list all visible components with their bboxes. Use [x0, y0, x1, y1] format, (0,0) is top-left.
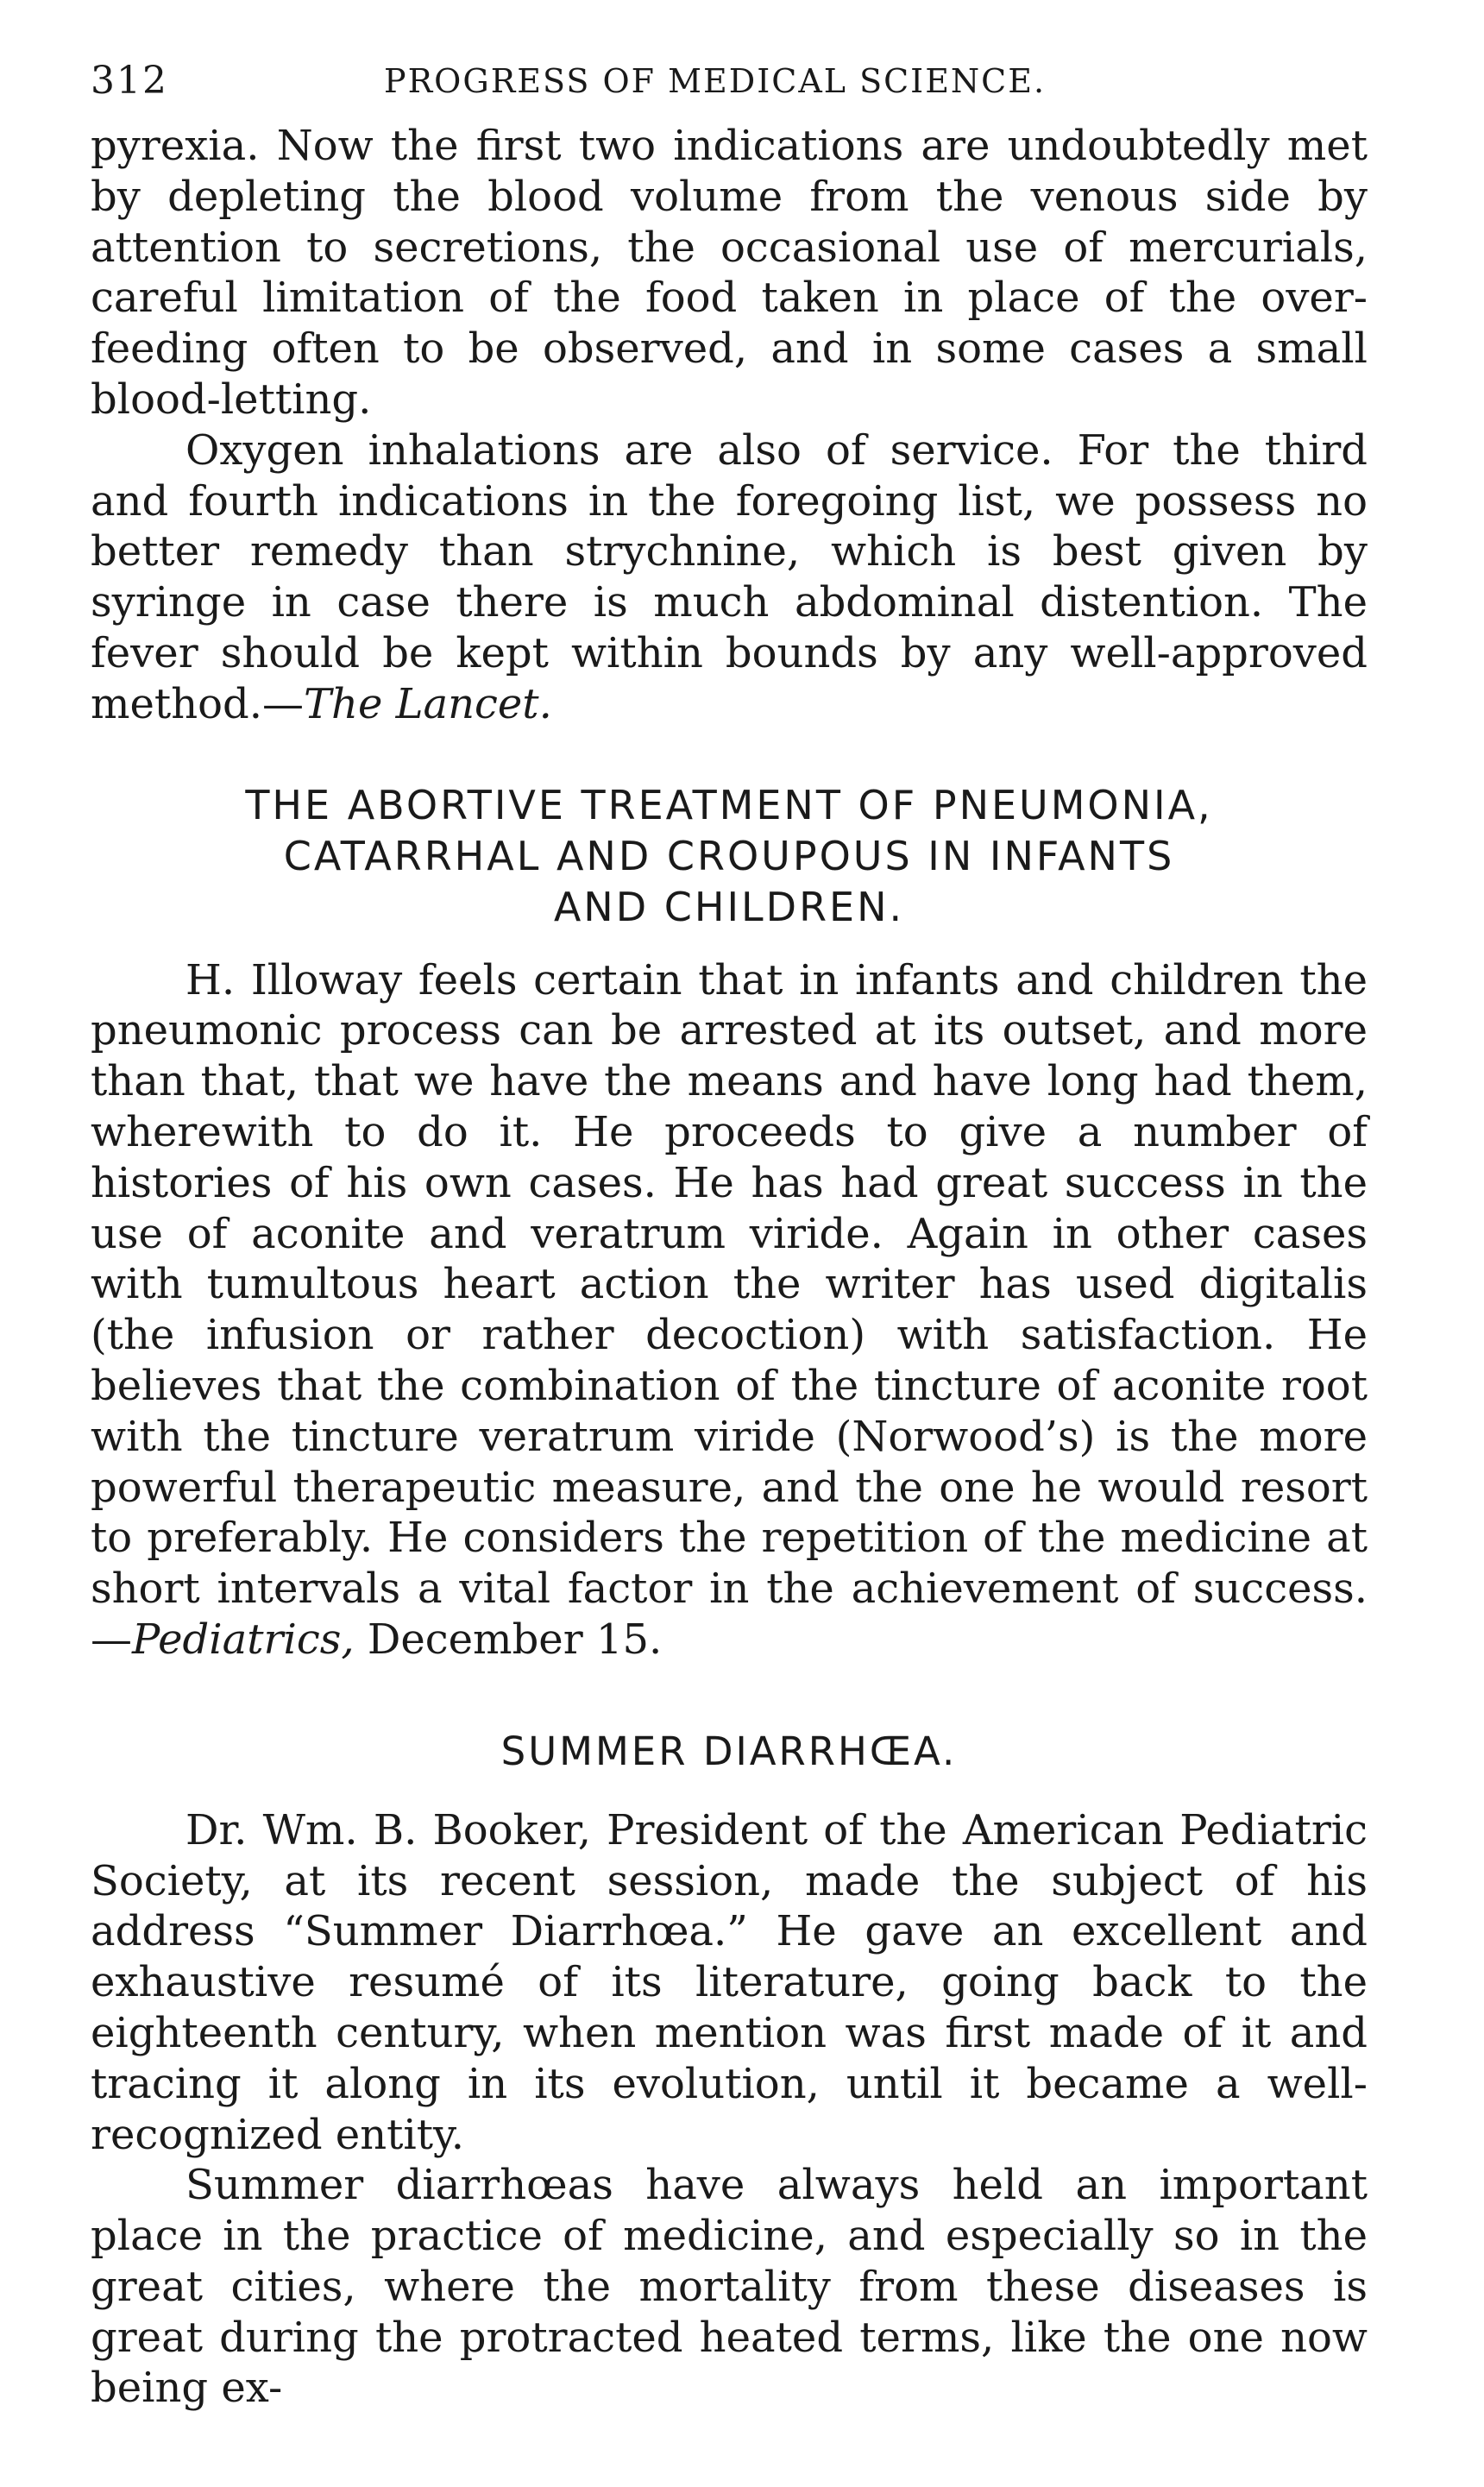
page-number: 312 [91, 59, 168, 103]
paragraph-oxygen [91, 425, 1368, 730]
citation-lancet: The Lancet. [304, 679, 552, 728]
running-title: PROGRESS OF MEDICAL SCIENCE. [384, 62, 1047, 100]
paragraph-summer-diarrhoeas: Summer diarrhœas have always held an important place in the practice of medicine, and especially so in the great cities, where the mortality from these diseases is great during the protracted heated terms, like the one now being ex- [91, 2161, 1368, 2413]
paragraph-pyrexia: pyrexia. Now the first two indications are undoubtedly met by depleting the blood volume from the venous side by attention to secretions, the occasional use of mercurials, careful limitation of the food taken in place of the over-feeding often to be observed, and in some cases a small blood-letting. [91, 122, 1368, 424]
paragraph-booker: Dr. Wm. B. Booker, President of the American Pediatric Society, at its recent session, made the subject of his address “Summer Diarrhœa.” He gave an excellent and exhaustive resumé of its literature, going back to the eighteenth century, when mention was first made of it and tracing it along in its evolution, until it became a well-recognized entity. [91, 1805, 1368, 2159]
citation-pediatrics: Pediatrics, [132, 1615, 355, 1664]
running-head [91, 52, 1368, 121]
paragraph-oxygen-text: Oxygen inhalations are also of service. For the third and fourth indications in the foregoing list, we possess no better remedy than strychnine, which is best given by syringe in case there is much abdominal distention. The fever should be kept within bounds by any well-approved method.— [91, 425, 1368, 728]
heading-summer-diarrhoea: SUMMER DIARRHŒA. [500, 1728, 958, 1774]
citation-date: December 15. [354, 1615, 663, 1664]
paragraph-illoway [91, 955, 1368, 1665]
paragraph-illoway-text: H. Illoway feels certain that in infants and children the pneumonic process can be arrested at its outset, and more than that, that we have the means and have long had them, wherewith to do it. He proceeds to give a number of histories of his own cases. He has had great success in the use of aconite and veratrum viride. Again in other cases with tumultous heart action the writer has used digitalis (the infusion or rather decoction) with satisfaction. He believes that the combination of the tincture of aconite root with the tincture veratrum viride (Norwood’s) is the more powerful therapeutic measure, and the one he would resort to preferably. He considers the repetition of the medicine at short intervals a vital factor in the achievement of success.— [91, 955, 1368, 1664]
heading-pneumonia-line-3: AND CHILDREN. [553, 883, 905, 930]
heading-pneumonia [91, 780, 1368, 933]
heading-pneumonia-line-1: THE ABORTIVE TREATMENT OF PNEUMONIA, [245, 781, 1213, 828]
heading-pneumonia-line-2: CATARRHAL AND CROUPOUS IN INFANTS [283, 832, 1175, 879]
page [91, 52, 1368, 2414]
